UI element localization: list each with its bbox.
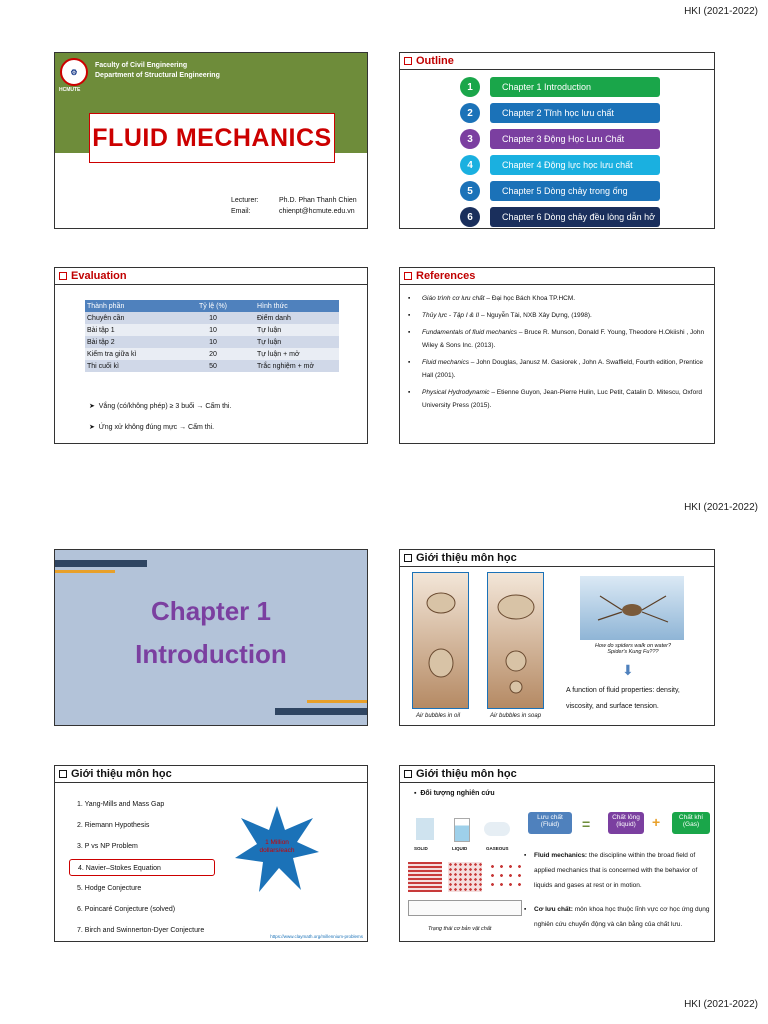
problems-list: [73, 796, 215, 942]
table-cell: Tự luận: [255, 336, 339, 348]
slide-heading: [400, 766, 714, 783]
caption-oil: Air bubbles in oil: [416, 713, 461, 719]
table-cell: Tự luận: [255, 324, 339, 336]
gaseous-label: GASEOUS: [486, 846, 509, 851]
subject-heading: ▪ Đối tượng nghiên cứu: [414, 790, 495, 797]
slide-intro-fluid: [399, 765, 715, 942]
slide-heading: [55, 268, 367, 285]
outline-number: 2: [460, 103, 480, 123]
problem-item: 1. Yang-Mills and Mass Gap: [77, 801, 165, 808]
decor-bar: [275, 708, 367, 715]
checkbox-icon: [59, 770, 67, 778]
solid-icon: [416, 818, 434, 840]
heading-text: Evaluation: [71, 270, 127, 282]
problem-item: 7. Birch and Swinnerton-Dyer Conjecture: [77, 927, 205, 934]
evaluation-table: [85, 300, 339, 372]
problem-item: 3. P vs NP Problem: [77, 843, 138, 850]
table-cell: Bài tập 2: [85, 336, 171, 348]
table-cell: Tự luận + mở: [255, 348, 339, 360]
fluid-box: Lưu chất (Fluid): [528, 812, 572, 834]
outline-number: 5: [460, 181, 480, 201]
definition-text: the discipline within the broad field of applied mechanics that is concerned with the behavior of liquids and gases at rest or in motion.: [534, 852, 698, 889]
table-cell: Trắc nghiệm + mở: [255, 360, 339, 372]
reference-item: [408, 326, 710, 352]
outline-number: 3: [460, 129, 480, 149]
checkbox-icon: [59, 272, 67, 280]
bullet-icon: ▪: [524, 852, 527, 859]
reference-item: [408, 386, 710, 412]
outline-item: [460, 181, 660, 201]
reference-title: Physical Hydrodynamic: [422, 389, 490, 396]
solid-particles: [408, 862, 442, 892]
outline-item: [460, 77, 660, 97]
bubble-soap-image: [487, 572, 544, 709]
table-row: [85, 312, 339, 324]
table-row: [85, 324, 339, 336]
heading-text: Outline: [416, 55, 454, 67]
bullet-conduct: ➤ Ứng xử không đúng mực → Cấm thi.: [89, 424, 215, 431]
table-row: [85, 336, 339, 348]
subject-text: Đối tượng nghiên cứu: [420, 790, 495, 797]
slide-title: [54, 52, 368, 229]
outline-label: Chapter 2 Tĩnh học lưu chất: [490, 103, 660, 123]
problem-item: 5. Hodge Conjecture: [77, 885, 142, 892]
table-cell: Điểm danh: [255, 312, 339, 324]
plus-icon: +: [652, 814, 661, 830]
bullet-text: Ứng xử không đúng mực → Cấm thi.: [98, 424, 215, 431]
problem-item: 4. Navier–Stokes Equation: [69, 859, 215, 876]
bubble-oil-image: [412, 572, 469, 709]
slide-heading: [55, 766, 367, 783]
faculty-text: [95, 61, 220, 81]
slide-intro-bubbles: [399, 549, 715, 726]
spider-image: [580, 576, 684, 640]
reference-title: Fluid mechanics: [422, 359, 469, 366]
equals-icon: =: [582, 816, 591, 832]
reference-detail: – Bruce R. Munson, Donald F. Young, Theodore H.Okiishi , John Wiley & Sons Inc. (2013).: [422, 329, 705, 349]
chapter-number: Chapter 1: [151, 596, 271, 626]
page-header-3: HKI (2021-2022): [684, 999, 758, 1010]
slide-intro-problems: [54, 765, 368, 942]
outline-number: 1: [460, 77, 480, 97]
caption-soap: Air bubbles in soap: [490, 713, 542, 719]
checkbox-icon: [404, 57, 412, 65]
reference-item: [408, 309, 710, 322]
table-cell: Bài tập 1: [85, 324, 171, 336]
table-cell: 10: [171, 324, 255, 336]
lecturer-info: [231, 195, 357, 217]
page-header-2: HKI (2021-2022): [684, 502, 758, 513]
definition-term: Fluid mechanics:: [534, 852, 588, 859]
slide-references: [399, 267, 715, 444]
email-label: Email:: [231, 208, 251, 215]
table-cell: Thi cuối kì: [85, 360, 171, 372]
definition-term: Cơ lưu chất:: [534, 906, 573, 913]
reference-item: [408, 356, 710, 382]
table-cell: 10: [171, 312, 255, 324]
heading-text: Giới thiệu môn học: [71, 768, 172, 780]
decor-bar: [55, 570, 115, 573]
reference-title: Giáo trình cơ lưu chất: [422, 295, 485, 302]
heading-text: Giới thiệu môn học: [416, 768, 517, 780]
definition-fm: [524, 848, 710, 893]
clay-link[interactable]: https://www.claymath.org/millennium-problems: [270, 934, 363, 939]
logo-text: HCMUTE: [59, 87, 81, 93]
outline-number: 6: [460, 207, 480, 227]
reference-detail: – Đại học Bách Khoa TP.HCM.: [484, 295, 576, 302]
heading-text: References: [416, 270, 476, 282]
checkbox-icon: [404, 272, 412, 280]
outline-label: Chapter 1 Introduction: [490, 77, 660, 97]
definition-clc: [524, 902, 710, 932]
arrow-down-icon: ⬇: [622, 662, 634, 678]
references-list: [408, 292, 710, 416]
checkbox-icon: [404, 554, 412, 562]
decor-bar: [307, 700, 367, 703]
table-header: Tỷ lệ (%): [171, 300, 255, 312]
reference-detail: – Nguyễn Tài, NXB Xây Dựng, (1998).: [479, 312, 592, 319]
prize-text: 1 Million dollars/each: [259, 839, 295, 854]
problem-item: 6. Poincaré Conjecture (solved): [77, 906, 176, 913]
bullet-text: Vắng (có/không phép) ≥ 3 buổi → Cấm thi.: [98, 403, 232, 410]
chapter-title: [55, 590, 367, 676]
table-cell: Kiểm tra giữa kì: [85, 348, 171, 360]
outline-label: Chapter 5 Dòng chảy trong ống: [490, 181, 660, 201]
solid-label: SOLID: [414, 846, 428, 851]
table-cell: 20: [171, 348, 255, 360]
slide-evaluation: [54, 267, 368, 444]
outline-number: 4: [460, 155, 480, 175]
reference-title: Thủy lực - Tập I & II: [422, 312, 480, 319]
chapter-name: Introduction: [135, 639, 287, 669]
lecturer-name: Ph.D. Phan Thanh Chien: [279, 197, 357, 204]
slide-main-title: FLUID MECHANICS: [89, 113, 335, 163]
lecturer-label: Lecturer:: [231, 197, 259, 204]
bullet-absence: ➤ Vắng (có/không phép) ≥ 3 buổi → Cấm thi.: [89, 403, 232, 410]
states-legend: [408, 900, 522, 916]
liquid-box: Chất lỏng (liquid): [608, 812, 644, 834]
table-cell: 50: [171, 360, 255, 372]
liquid-label: LIQUID: [452, 846, 468, 851]
table-cell: 10: [171, 336, 255, 348]
liquid-icon: [454, 818, 470, 842]
table-header: Hình thức: [255, 300, 339, 312]
outline-label: Chapter 6 Dòng chảy đều lòng dẫn hở: [490, 207, 660, 227]
slide-heading: [400, 53, 714, 70]
table-cell: Chuyên cần: [85, 312, 171, 324]
slide-heading: [400, 268, 714, 285]
outline-item: [460, 103, 660, 123]
heading-text: Giới thiệu môn học: [416, 552, 517, 564]
caption-spider: How do spiders walk on water? Spider's Kung Fu???: [594, 643, 672, 655]
bullet-icon: ▪: [524, 906, 527, 913]
liquid-particles: [448, 862, 482, 892]
problem-item: 2. Riemann Hypothesis: [77, 822, 150, 829]
gas-particles: [488, 862, 522, 892]
states-caption: Trạng thái cơ bản vật chất: [428, 926, 492, 932]
reference-item: [408, 292, 710, 305]
reference-detail: – John Douglas, Janusz M. Gasiorek , John A. Swaffield, Fourth edition, Prentice Hall (2001).: [422, 359, 703, 379]
outline-label: Chapter 4 Động lực học lưu chất: [490, 155, 660, 175]
checkbox-icon: [404, 770, 412, 778]
reference-title: Fundamentals of fluid mechanics: [422, 329, 518, 336]
slide-chapter: [54, 549, 368, 726]
outline-label: Chapter 3 Động Học Lưu Chất: [490, 129, 660, 149]
gas-box: Chất khí (Gas): [672, 812, 710, 834]
slide-outline: [399, 52, 715, 229]
table-header: Thành phần: [85, 300, 171, 312]
table-row: [85, 348, 339, 360]
outline-item: [460, 129, 660, 149]
university-logo: ⚙: [60, 58, 88, 86]
page-header-1: HKI (2021-2022): [684, 6, 758, 17]
outline-item: [460, 207, 660, 227]
email-value: chienpt@hcmute.edu.vn: [279, 208, 355, 215]
reference-detail: – Etienne Guyon, Jean-Pierre Hulin, Luc Petit, Catalin D. Mitescu, Oxford University Press (2015).: [422, 389, 702, 409]
definition-text: môn khoa học thuộc lĩnh vực cơ học ứng dụng nghiên cứu chuyển động và cân bằng của chất lưu.: [534, 906, 710, 928]
decor-bar: [55, 560, 147, 567]
outline-item: [460, 155, 660, 175]
department-name: Department of Structural Engineering: [95, 72, 220, 79]
faculty-name: Faculty of Civil Engineering: [95, 62, 188, 69]
slide-heading: [400, 550, 714, 567]
table-row: [85, 360, 339, 372]
cloud-icon: [484, 822, 510, 836]
fluid-properties-text: A function of fluid properties: density, viscosity, and surface tension.: [566, 687, 680, 710]
